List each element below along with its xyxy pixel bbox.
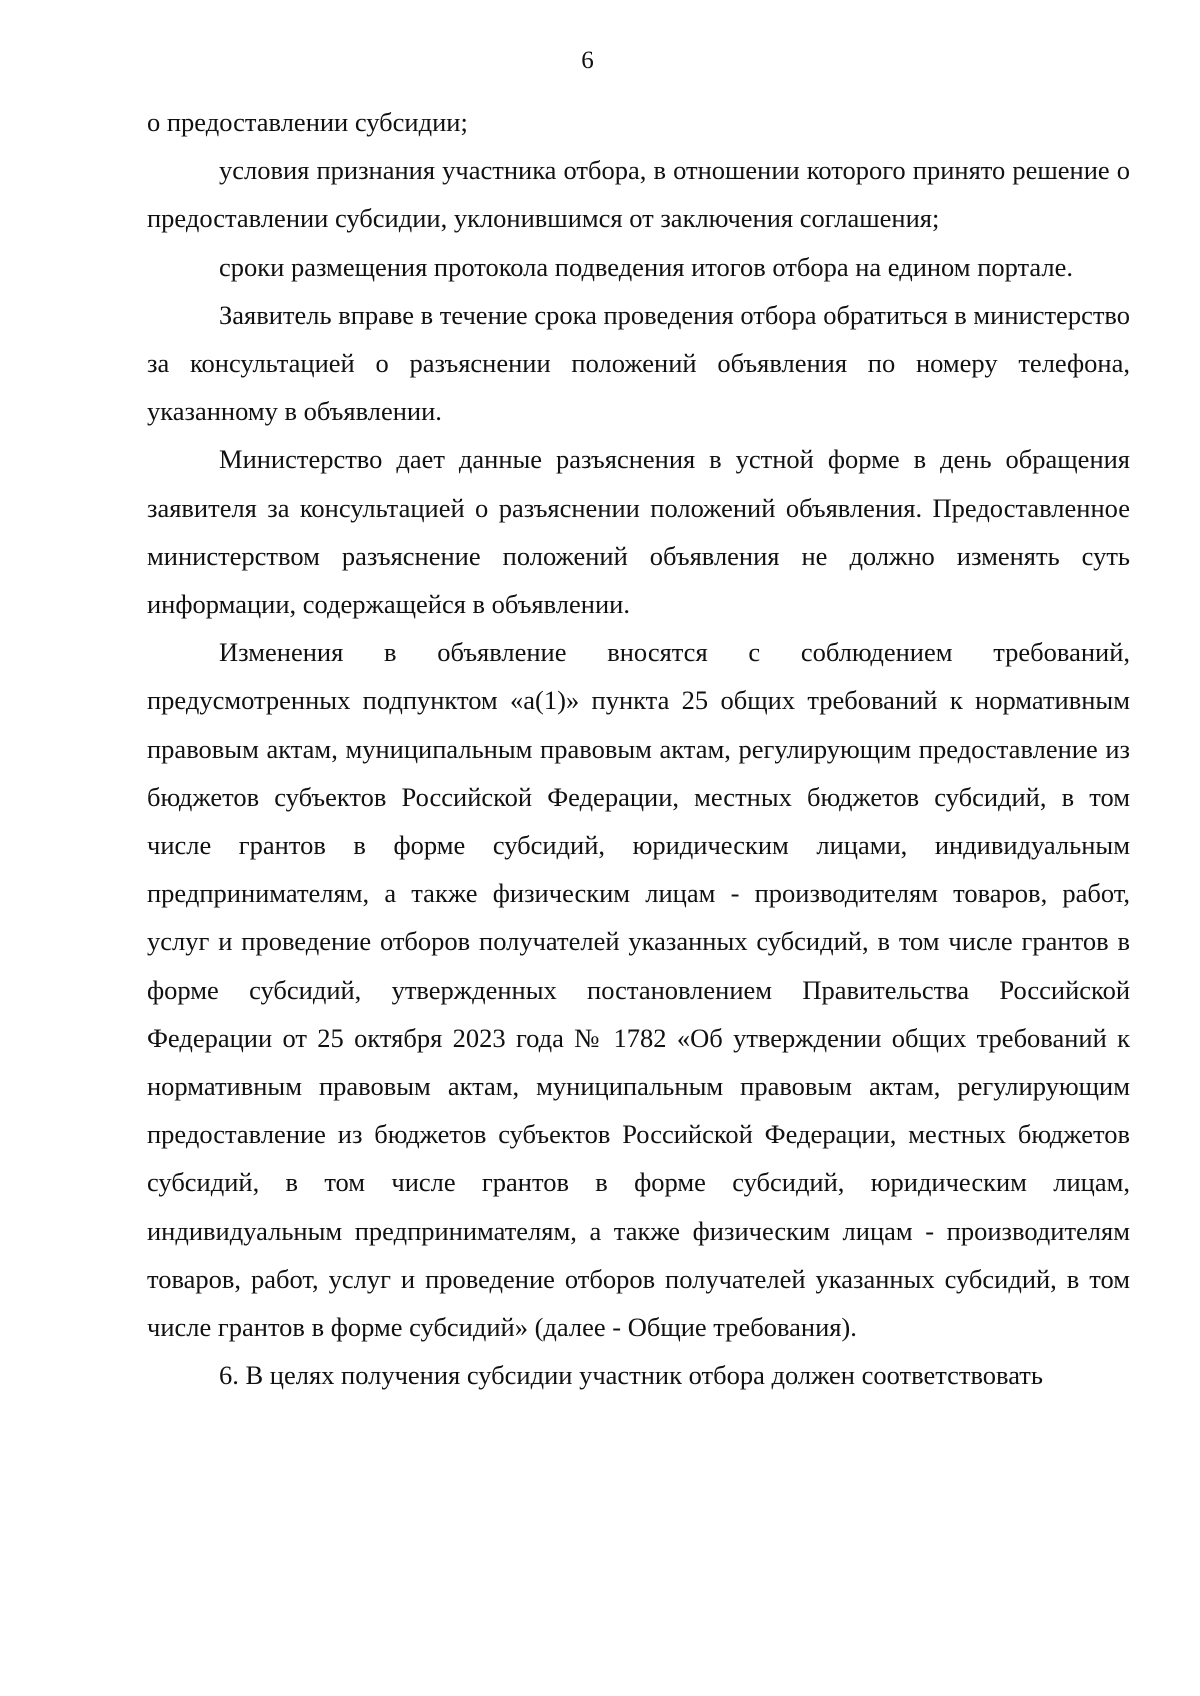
paragraph: Министерство дает данные разъяснения в устной форме в день обращения заявителя за консультацией о разъяснении положений объявления. Предоставленное министерством разъяснение положений объявления не должно изменять суть информации, содержащейся в объявлении. bbox=[147, 444, 1130, 620]
paragraph: сроки размещения протокола подведения итогов отбора на едином портале. bbox=[219, 251, 1074, 282]
paragraph: условия признания участника отбора, в отношении которого принято решение о предоставлении субсидии, уклонившимся от заключения соглашения; bbox=[147, 155, 1130, 234]
paragraph: Изменения в объявление вносятся с соблюдением требований, предусмотренных подпунктом «а(1)» пункта 25 общих требований к нормативным правовым актам, муниципальным правовым актам, регулирующим предоставление из бюджетов субъектов Российской Федерации, местных бюджетов субсидий, в том числе грантов в форме субсидий, юридическим лицами, индивидуальным предпринимателям, а также физическим лицам - производителям товаров, работ, услуг и проведение отборов получателей указанных субсидий, в том числе грантов в форме субсидий, утвержденных постановлением Правительства Российской Федерации от 25 октября 2023 года № 1782 «Об утверждении общих требований к нормативным правовым актам, муниципальным правовым актам, регулирующим предоставление из бюджетов субъектов Российской Федерации, местных бюджетов субсидий, в том числе грантов в форме субсидий, юридическим лицам, индивидуальным предпринимателям, а также физическим лицам - производителям товаров, работ, услуг и проведение отборов получателей указанных субсидий, в том числе грантов в форме субсидий» (далее - Общие требования). bbox=[147, 637, 1130, 1343]
paragraph: Заявитель вправе в течение срока проведения отбора обратиться в министерство за консультацией о разъяснении положений объявления по номеру телефона, указанному в объявлении. bbox=[147, 299, 1130, 427]
page-number: 6 bbox=[581, 47, 594, 74]
document-body bbox=[147, 98, 1130, 1399]
paragraph: 6. В целях получения субсидии участник отбора должен соответствовать bbox=[219, 1360, 1043, 1391]
paragraph: о предоставлении субсидии; bbox=[147, 107, 468, 137]
